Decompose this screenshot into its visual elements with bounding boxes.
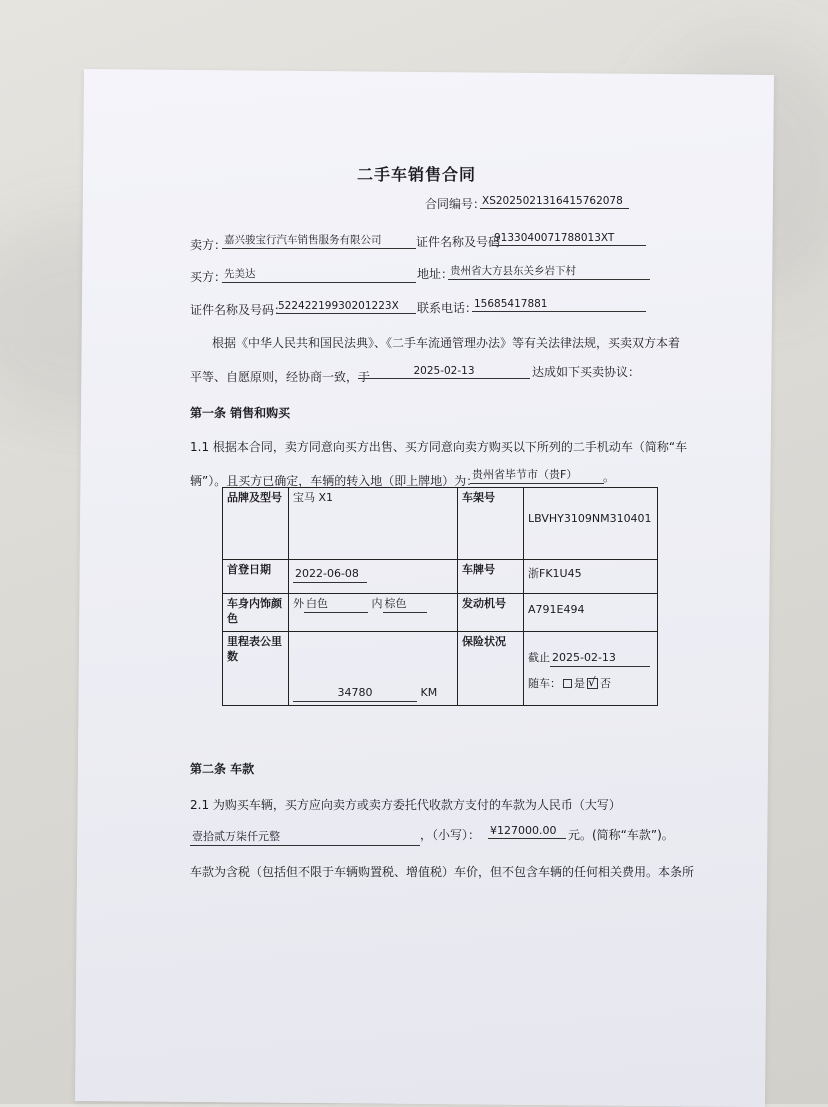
reg-date-label: 首登日期	[223, 560, 289, 594]
seller-id-label: 证件名称及号码	[416, 235, 501, 249]
contract-title: 二手车销售合同	[357, 165, 477, 184]
buyer-name: 先美达	[222, 266, 416, 283]
engine-cell	[524, 594, 658, 632]
vin-label: 车架号	[458, 488, 524, 560]
vehicle-row-color	[223, 594, 658, 632]
vehicle-row-mileage	[223, 632, 658, 706]
insurance-until: 2025-02-13	[550, 651, 650, 667]
reg-date-cell	[289, 560, 458, 594]
vehicle-row-date	[223, 560, 658, 594]
yes-checkbox	[563, 679, 572, 688]
vehicle-row-brand	[223, 488, 658, 560]
mileage-cell	[289, 632, 458, 706]
plate-cell	[524, 560, 658, 594]
vin: LBVHY3109NM310401	[524, 488, 658, 560]
buyer-id-label: 证件名称及号码：	[190, 303, 287, 317]
amount-small-label: ，（小写）：	[420, 828, 481, 842]
buyer-phone: 15685417881	[472, 298, 646, 312]
amount-words: 壹拾贰万柒仟元整	[190, 828, 420, 846]
engine-label: 发动机号	[458, 594, 524, 632]
contract-number-label: 合同编号：	[425, 197, 486, 211]
color-cell	[289, 594, 458, 632]
plate-label: 车牌号	[458, 560, 524, 594]
transfer-place: 贵州省毕节市（贵F）	[470, 466, 604, 484]
article1-heading: 第一条 销售和购买	[190, 406, 291, 420]
plate: 浙FK1U45	[528, 567, 582, 580]
mileage: 34780	[293, 686, 417, 702]
preamble-line2-post: 达成如下买卖协议：	[532, 365, 641, 379]
with-car-label: 随车：	[528, 676, 561, 690]
mileage-unit: KM	[420, 686, 438, 700]
amount-number: ¥127000.00	[488, 824, 566, 839]
buyer-phone-label: 联系电话：	[417, 301, 478, 315]
agreement-date: 2025-02-13	[358, 365, 530, 379]
insurance-cell	[524, 632, 658, 706]
engine: A791E494	[528, 603, 585, 616]
article1-line2-pre: 辆”）。且买方已确定，车辆的转入地（即上牌地）为：	[190, 474, 479, 488]
insurance-until-label: 截止	[528, 651, 550, 664]
buyer-address: 贵州省大方县东关乡岩下村	[448, 263, 650, 280]
reg-date: 2022-06-08	[293, 567, 367, 583]
inner-color: 棕色	[383, 597, 427, 613]
article1-line2-post: 。	[603, 470, 616, 484]
preamble-line1: 根据《中华人民共和国民法典》、《二手车流通管理办法》等有关法律法规，买卖双方本着	[212, 336, 681, 350]
mileage-label: 里程表公里数	[223, 632, 289, 706]
article2-line1: 2.1 为购买车辆，买方应向卖方或卖方委托代收款方支付的车款为人民币（大写）	[190, 798, 621, 812]
no-label: 否	[600, 676, 611, 690]
brand-model: 宝马 X1	[289, 488, 458, 560]
buyer-label: 买方：	[190, 270, 227, 284]
inner-label: 内	[371, 597, 383, 610]
with-car-row	[528, 677, 653, 692]
buyer-id: 52242219930201223X	[276, 300, 416, 314]
outer-label: 外	[293, 597, 304, 610]
seller-label: 卖方：	[190, 238, 227, 252]
no-checkbox-checked	[587, 678, 598, 689]
buyer-address-label: 地址：	[417, 267, 454, 281]
vehicle-table	[222, 487, 658, 706]
seller-id: 9133040071788013XT	[492, 232, 646, 246]
article1-line1: 1.1 根据本合同，卖方同意向买方出售、买方同意向卖方购买以下所列的二手机动车（简称“车	[190, 440, 688, 454]
brand-model-label: 品牌及型号	[223, 488, 289, 560]
color-label: 车身内饰颜色	[223, 594, 289, 632]
preamble-line2-pre: 平等、自愿原则，经协商一致，于	[190, 370, 371, 384]
outer-color: 白色	[304, 597, 368, 613]
article2-line2-post: 元。(简称“车款”)。	[568, 828, 674, 842]
article2-para2: 车款为含税（包括但不限于车辆购置税、增值税）车价，但不包含车辆的任何相关费用。本条所	[190, 865, 695, 879]
contract-number: XS2025021316415762078	[480, 195, 629, 209]
insurance-label: 保险状况	[458, 632, 524, 706]
seller-name: 嘉兴骏宝行汽车销售服务有限公司	[222, 232, 416, 249]
yes-label: 是	[574, 676, 585, 690]
insurance-until-row	[528, 651, 653, 667]
article2-heading: 第二条 车款	[190, 762, 255, 776]
